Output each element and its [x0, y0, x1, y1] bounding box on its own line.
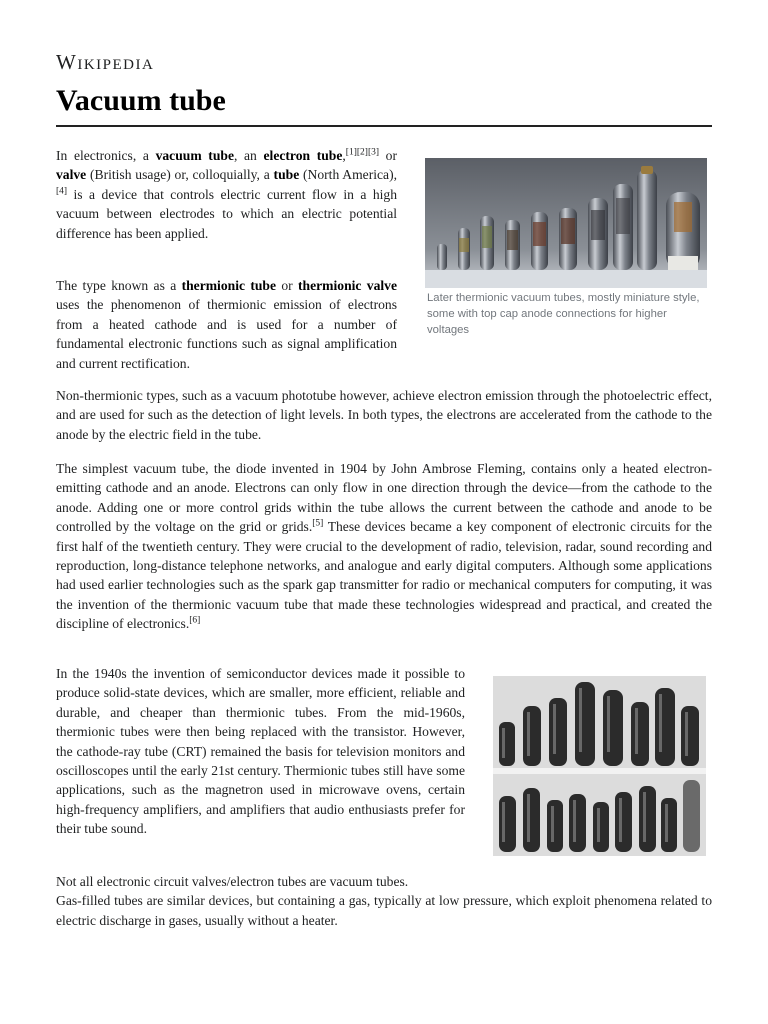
- image-caption: Later thermionic vacuum tubes, mostly miniature style, some with top cap anode connections for higher voltages: [427, 292, 700, 336]
- text-span: or: [379, 148, 397, 163]
- gas-filled-paragraph: [56, 872, 712, 930]
- text-span: is a device that controls electric current flow in a high vacuum between electrodes to which an electric potential difference has been applied.: [56, 186, 397, 241]
- citation-link[interactable]: [1][2][3]: [345, 147, 380, 158]
- text-span: These devices became a key component of electronic circuits for the first half of the twentieth century. They were crucial to the development of radio, television, radar, sound recording and reproduction, long-distance telephone networks, and analogue and early digital computers. Although some applications had used earlier technologies such as the spark gap transmitter for radio or mechanical computers for computing, it was the invention of the thermionic vacuum tube that made these technologies widespread and practical, and created the discipline of electronics.: [56, 519, 712, 632]
- text-span: (North America),: [299, 167, 397, 183]
- intro-paragraph: [56, 146, 397, 243]
- semiconductor-paragraph: In the 1940s the invention of semiconductor devices made it possible to produce solid-state devices, which are smaller, more efficient, reliable and durable, and cheaper than thermionic tubes. From the mid-1960s, thermionic tubes were then being replaced with the transistor. However, the cathode-ray tube (CRT) remained the basis for television monitors and oscilloscopes until the early 21st century. Thermionic tubes still have some applications, such as the magnetron used in microwave ovens, certain high-frequency amplifiers, and amplifiers that audio enthusiasts prefer for their tube sound.: [56, 666, 465, 837]
- non-thermionic-paragraph: Non-thermionic types, such as a vacuum phototube however, achieve electron emission through the photoelectric effect, and are used for such as the detection of light levels. In both types, the electrons are accelerated from the cathode to the anode by the electric field in the tube.: [56, 388, 712, 442]
- bold-term: electron tube: [263, 148, 343, 163]
- bold-term: thermionic valve: [298, 278, 397, 293]
- text-span: The type known as a: [56, 278, 182, 293]
- page-title: Vacuum tube: [56, 84, 226, 117]
- title-divider: [56, 125, 712, 127]
- bold-term: tube: [273, 167, 300, 183]
- text-span: , an: [233, 148, 264, 163]
- citation-link[interactable]: [4]: [56, 186, 68, 197]
- text-span: (British usage) or, colloquially, a: [86, 167, 274, 183]
- citation-link[interactable]: [6]: [189, 615, 201, 626]
- citation-link[interactable]: [5]: [312, 518, 324, 529]
- vacuum-tubes-photo[interactable]: [425, 158, 707, 288]
- text-span: ,: [342, 148, 346, 163]
- text-span: In electronics, a: [56, 148, 156, 163]
- text-span: or: [276, 278, 299, 293]
- text-span: The simplest vacuum tube, the diode invented in 1904 by John Ambrose Fleming, contains only a heated electron-emitting cathode and an anode. Electrons can only flow in one direction through the device—from the cathode to the anode. Adding one or more control grids within the tube allows the current between the cathode and anode to be controlled by the voltage on the grid or grids.: [56, 461, 712, 535]
- bold-term: valve: [56, 167, 87, 183]
- thermionic-paragraph: [56, 276, 397, 373]
- bold-term: vacuum tube: [155, 148, 234, 163]
- diode-paragraph: [56, 459, 712, 634]
- text-line: Not all electronic circuit valves/electron tubes are vacuum tubes.: [56, 874, 409, 889]
- wikipedia-logo[interactable]: Wikipedia: [56, 50, 155, 74]
- text-line: Gas-filled tubes are similar devices, but containing a gas, typically at low pressure, which exploit phenomena related to electric discharge in gases, usually without a heater.: [56, 893, 712, 928]
- text-span: uses the phenomenon of thermionic emission of electrons from a heated cathode and is used for a number of fundamental electronic functions such as signal amplification and current rectification.: [56, 297, 397, 371]
- miniature-tubes-photo[interactable]: [493, 676, 706, 856]
- bold-term: thermionic tube: [181, 278, 277, 293]
